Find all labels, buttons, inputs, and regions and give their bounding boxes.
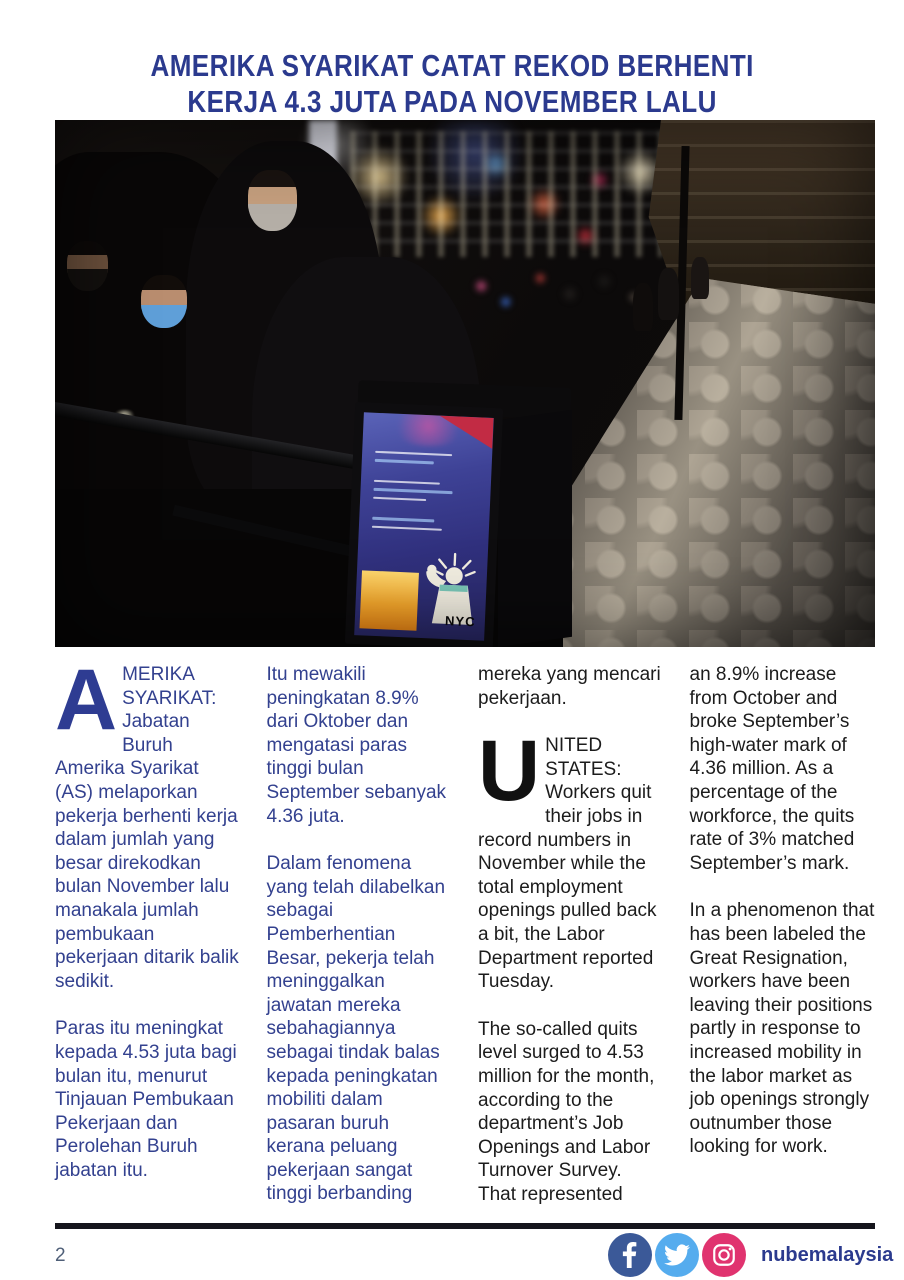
drop-cap-u: U [478, 723, 541, 820]
article-headline [0, 0, 904, 120]
paragraph: mereka yang mencari pekerjaan. [478, 664, 661, 709]
photo-vignette [55, 120, 875, 647]
article-body [55, 652, 875, 1230]
headline-line-1: AMERIKA SYARIKAT CATAT REKOD BERHENTI [150, 48, 754, 83]
paragraph: Itu mewakili peningkatan 8.9% dari Oktober dan mengatasi paras tinggi bulan September sebanyak 4.36 juta. [266, 664, 447, 827]
social-handle: nubemalaysia [761, 1243, 894, 1266]
nyc-logo: NYC [445, 612, 477, 629]
article-photo [55, 120, 875, 647]
paragraph: AMERIKA SYARIKAT: Jabatan Buruh Amerika Syarikat (AS) melaporkan pekerja berhenti kerja dalam jumlah yang besar direkodkan bulan November lalu manakala jumlah pembukaan pekerjaan ditarik balik sedikit. [55, 652, 239, 992]
page-number: 2 [55, 1245, 66, 1266]
paragraph: an 8.9% increase from October and broke September’s high-water mark of 4.36 million. As a percentage of the workforce, the quits rate of 3% matched September’s mark. [689, 664, 855, 874]
paragraph: In a phenomenon that has been labeled the Great Resignation, workers have been leaving their positions partly in response to increased mobility in the labor market as job openings strongly outnumber those looking for work. [689, 900, 875, 1158]
facebook-icon[interactable] [608, 1233, 652, 1277]
article-column-3 [478, 663, 664, 1230]
twitter-icon[interactable] [655, 1233, 699, 1277]
article-column-1 [55, 652, 241, 1230]
footer-social-bar [608, 1233, 893, 1277]
paragraph: The so-called quits level surged to 4.53 million for the month, according to the department’s Job Openings and Labor Turnover Survey. That represented [478, 1018, 655, 1205]
article-column-2 [267, 663, 453, 1230]
drop-cap-a: A [55, 652, 118, 748]
footer-divider [55, 1223, 875, 1229]
paragraph: UNITED STATES: Workers quit their jobs in record numbers in November while the total employment openings pulled back a bit, the Labor Department reported Tuesday. [478, 723, 657, 993]
article-column-4 [690, 663, 876, 1230]
instagram-icon[interactable] [702, 1233, 746, 1277]
headline-line-2: KERJA 4.3 JUTA PADA NOVEMBER LALU [187, 84, 717, 119]
paragraph: Paras itu meningkat kepada 4.53 juta bagi bulan itu, menurut Tinjauan Pembukaan Pekerjaan dan Perolehan Buruh jabatan itu. [55, 1018, 237, 1181]
paragraph: Dalam fenomena yang telah dilabelkan sebagai Pemberhentian Besar, pekerja telah meninggalkan jawatan mereka sebahagiannya sebagai tindak balas kepada peningkatan mobiliti dalam pasaran buruh kerana peluang pekerjaan sangat tinggi berbanding [266, 853, 446, 1205]
